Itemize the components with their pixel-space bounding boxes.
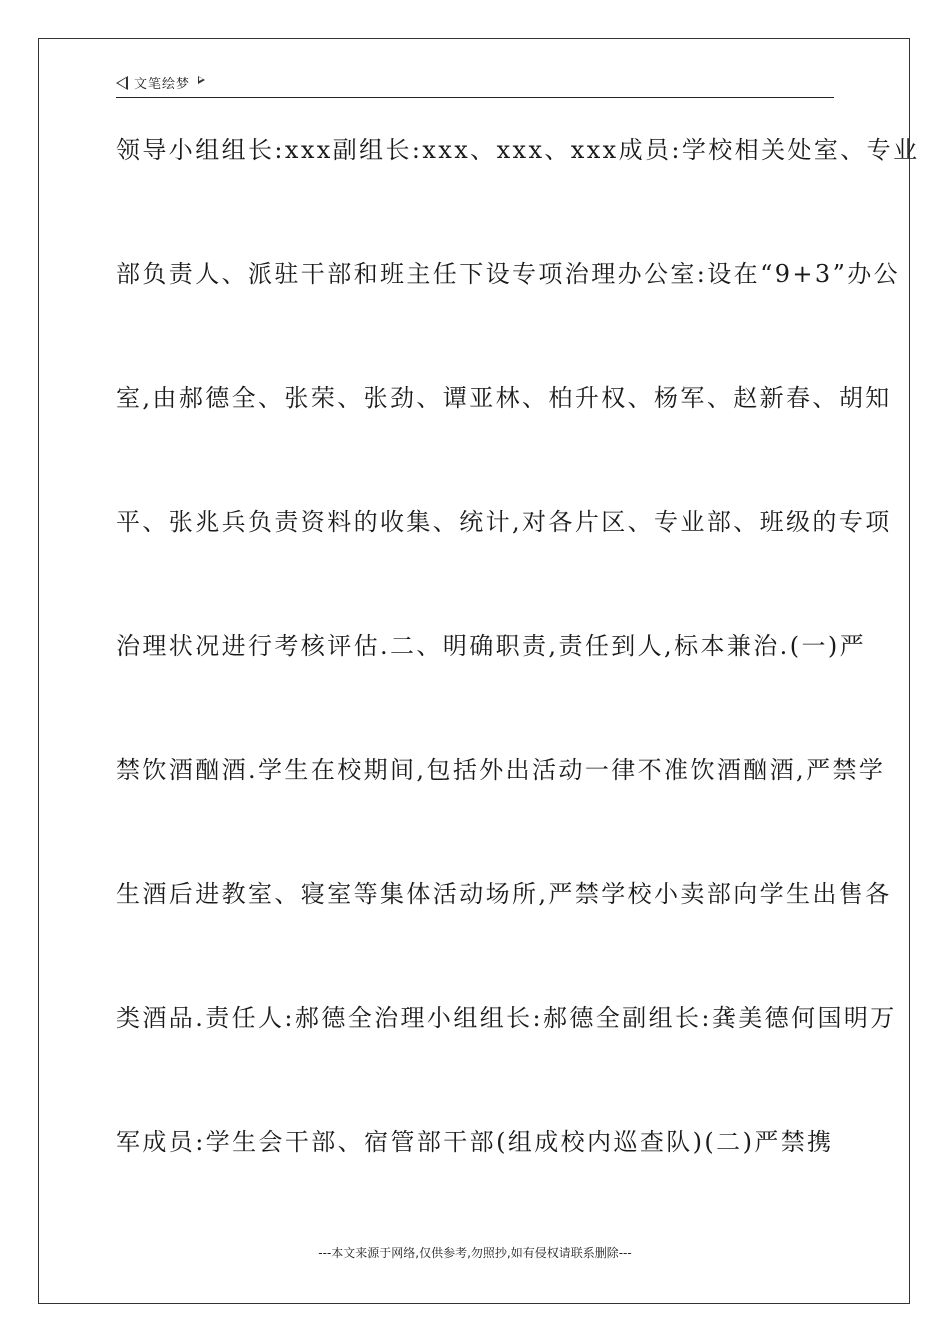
text-line: 室,由郝德全、张荣、张劲、谭亚林、柏升权、杨军、赵新春、胡知 (116, 384, 892, 412)
text-line: 禁饮酒酗酒.学生在校期间,包括外出活动一律不准饮酒酗酒,严禁学 (116, 756, 886, 784)
triangle-left-icon (116, 76, 128, 90)
text-line: 平、张兆兵负责资料的收集、统计,对各片区、专业部、班级的专项 (116, 508, 892, 536)
text-line: 类酒品.责任人:郝德全治理小组组长:郝德全副组长:龚美德何国明万 (116, 1004, 897, 1032)
text-line: 生酒后进教室、寝室等集体活动场所,严禁学校小卖部向学生出售各 (116, 880, 892, 908)
text-line: 部负责人、派驻干部和班主任下设专项治理办公室:设在“9+3”办公 (116, 260, 901, 288)
document-body (116, 128, 920, 1244)
text-line: 治理状况进行考核评估.二、明确职责,责任到人,标本兼治.(一)严 (116, 632, 867, 660)
page-header (116, 72, 834, 98)
text-line: 领导小组组长:xxx副组长:xxx、xxx、xxx成员:学校相关处室、专业 (116, 136, 920, 164)
header-title: 文笔绘梦 (134, 77, 191, 92)
text-line: 军成员:学生会干部、宿管部干部(组成校内巡查队)(二)严禁携 (116, 1128, 834, 1156)
footer-notice: ---本文来源于网络,仅供参考,勿照抄,如有侵权请联系删除--- (318, 1246, 632, 1260)
triangle-right-icon (198, 76, 205, 84)
